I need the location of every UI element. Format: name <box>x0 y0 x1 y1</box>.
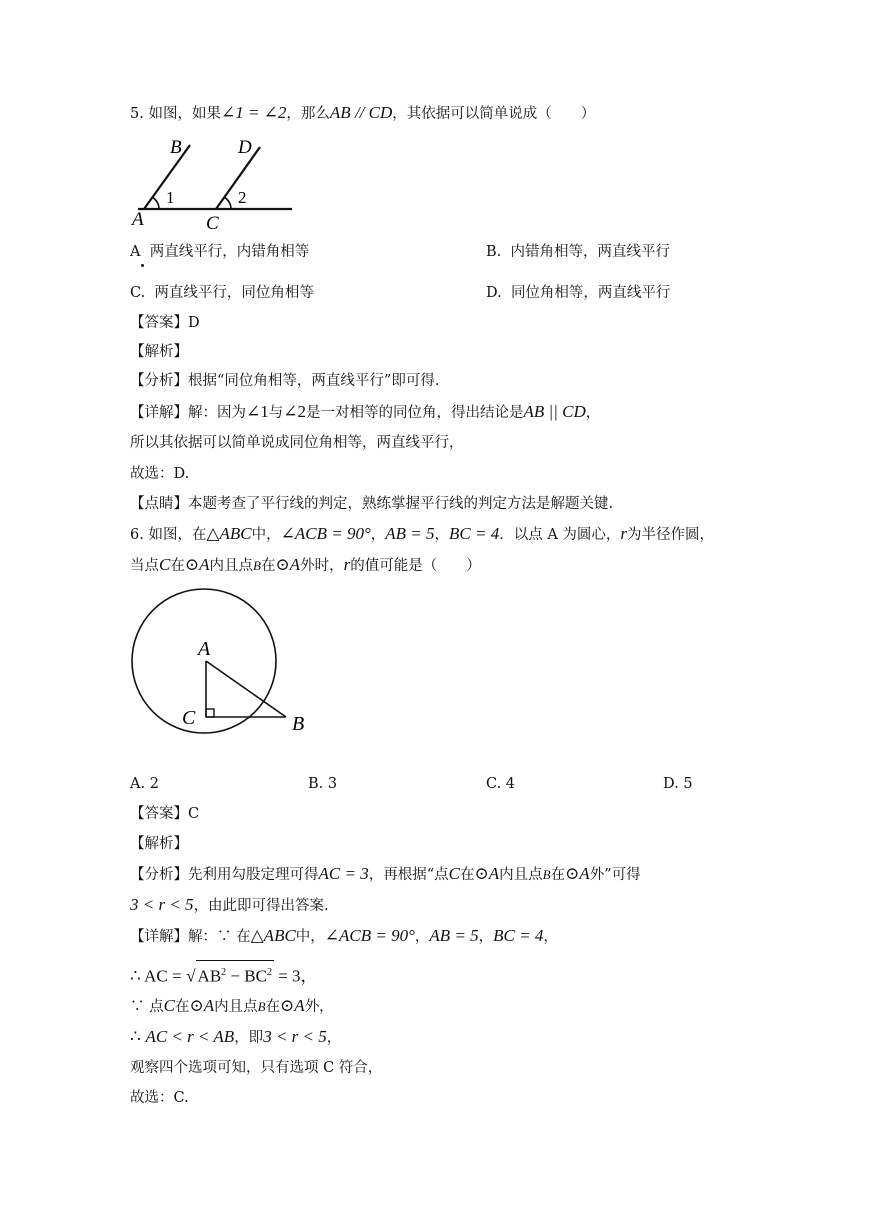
sqrt-sign: √ <box>186 966 196 986</box>
q5-label-A: A <box>132 209 144 230</box>
q5-analysis-tag: 【解析】 <box>130 344 188 360</box>
q5-figure <box>128 133 298 233</box>
q6-because2: ∵ 点C在⊙A内且点B在⊙A外， <box>130 996 334 1015</box>
q6-therefore2: ∴ AC < r < AB，即3 < r < 5， <box>130 1027 342 1046</box>
q6-option-c: C. 4 <box>486 776 516 792</box>
q6-figure <box>128 584 318 744</box>
q6-choose: 故选：C. <box>130 1090 189 1106</box>
sqrt-radicand: $AB^2 - BC^2$ <box>196 960 274 989</box>
q5-label-D: D <box>238 137 252 158</box>
q6-option-b: B. 3 <box>308 776 338 792</box>
q6-label-B: B <box>292 713 305 735</box>
q5-choose: 故选：D. <box>130 466 190 482</box>
q6-analysis-tag: 【解析】 <box>130 836 188 852</box>
q6-option-a: A. 2 <box>130 776 159 792</box>
q5-label-B: B <box>170 137 182 158</box>
q6-label-A: A <box>198 638 211 660</box>
q5-label-1: 1 <box>166 188 175 207</box>
q6-fenxi: 【分析】先利用勾股定理可得AC = 3，再根据“点C在⊙A内且点B在⊙A外”可得 <box>130 864 641 883</box>
q6-label-C: C <box>182 707 196 729</box>
q5-option-d: D. 同位角相等，两直线平行 <box>486 285 671 301</box>
q5-label-C: C <box>206 213 219 233</box>
dot-mark <box>141 264 144 267</box>
q6-stem-line2: 当点C在⊙A内且点B在⊙A外时，r的值可能是（ ） <box>130 555 481 574</box>
q5-dianjing: 【点睛】本题考查了平行线的判定，熟练掌握平行线的判定方法是解题关键. <box>130 496 614 512</box>
q5-fenxi: 【分析】根据“同位角相等，两直线平行”即可得. <box>130 373 440 389</box>
q5-xiangjie: 【详解】解：因为∠1与∠2是一对相等的同位角，得出结论是AB || CD， <box>130 402 601 421</box>
q6-stem-line1: 6. 如图，在△ABC中，∠ACB = 90°，AB = 5，BC = 4．以点 A 为圆心，r为半径作圆， <box>130 524 715 543</box>
q5-stem: 5. 如图，如果∠1 = ∠2，那么AB // CD，其依据可以简单说成（ ） <box>130 103 596 122</box>
q5-option-a: A 两直线平行，内错角相等 <box>130 244 310 260</box>
q6-observe: 观察四个选项可知，只有选项 C 符合， <box>130 1060 383 1076</box>
q6-xiangjie: 【详解】解：∵ 在△ABC中，∠ACB = 90°，AB = 5，BC = 4， <box>130 926 558 945</box>
q6-answer: 【答案】C <box>130 806 200 822</box>
q5-label-2: 2 <box>238 188 247 207</box>
q5-answer: 【答案】D <box>130 315 200 331</box>
q6-therefore-ac: ∴ AC = √ $AB^2 - BC^2 = 3$， <box>130 960 318 990</box>
q5-xiangjie-line2: 所以其依据可以简单说成同位角相等，两直线平行， <box>130 435 464 451</box>
q5-option-b: B. 内错角相等，两直线平行 <box>486 244 670 260</box>
q6-option-d: D. 5 <box>663 776 693 792</box>
q6-fenxi-line2: 3 < r < 5，由此即可得出答案. <box>130 895 329 914</box>
q5-option-c: C. 两直线平行，同位角相等 <box>130 285 314 301</box>
